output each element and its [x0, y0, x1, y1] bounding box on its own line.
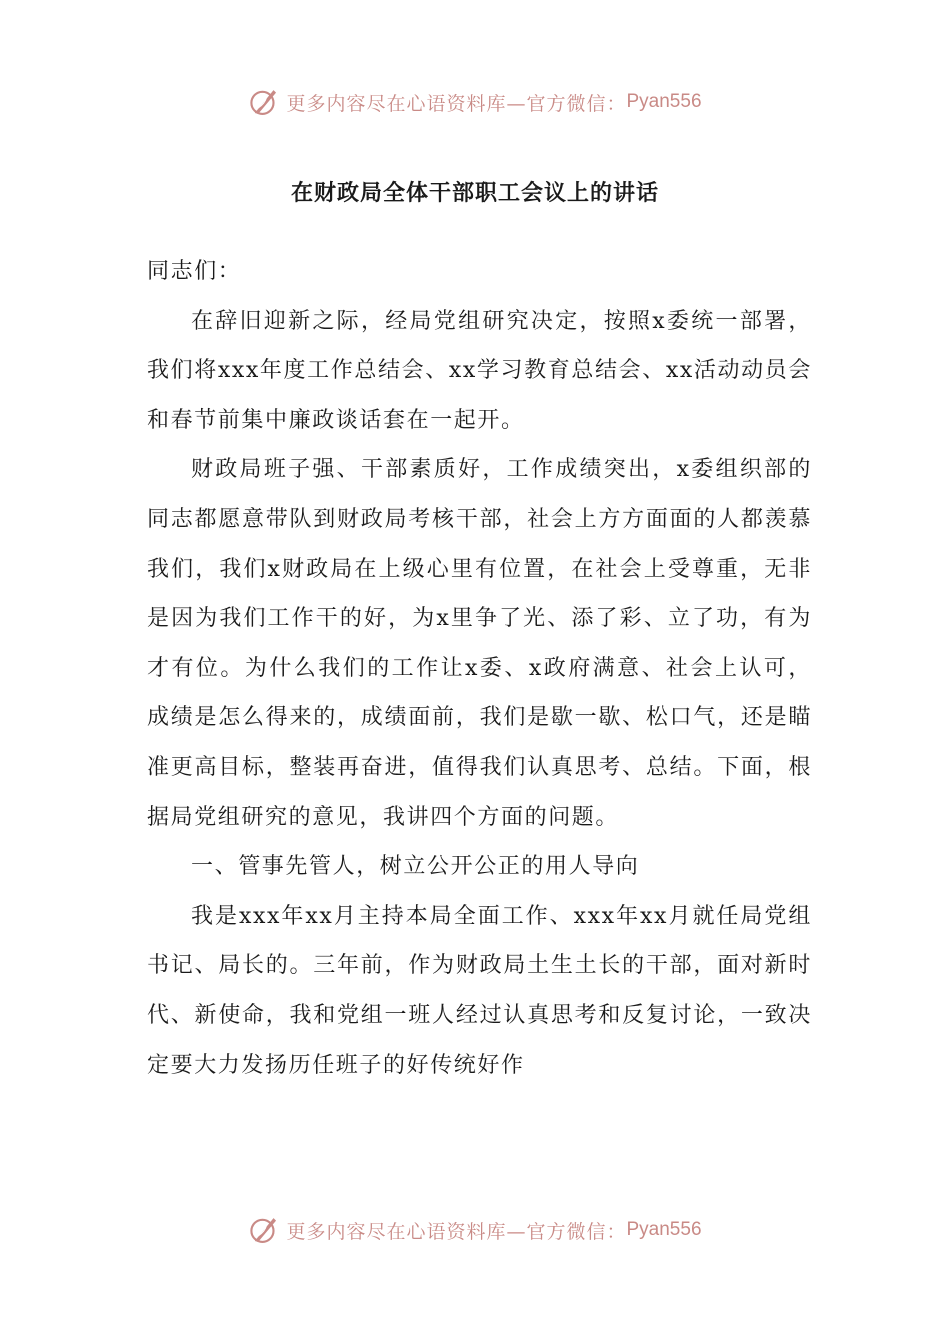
salutation: 同志们： — [147, 259, 242, 284]
footer-wechat-id: Pyan556 — [626, 1219, 702, 1240]
footer-watermark-banner — [0, 1208, 950, 1252]
document-body — [147, 247, 812, 1090]
quill-logo-icon — [248, 85, 282, 119]
header-banner-text: 更多内容尽在心语资料库—官方微信： — [286, 92, 627, 115]
header-wechat-id: Pyan556 — [626, 91, 702, 112]
footer-banner-text: 更多内容尽在心语资料库—官方微信： — [286, 1220, 627, 1243]
header-watermark-banner — [0, 80, 950, 124]
section-heading: 一、管事先管人，树立公开公正的用人导向 — [191, 854, 640, 880]
paragraph: 财政局班子强、干部素质好，工作成绩突出，x委组织部的同志都愿意带队到财政局考核干部，社会上方方面面的人都羡慕我们，我们x财政局在上级心里有位置，在社会上受尊重，无非是因为我们工作干的好，为x里争了光、添了彩、立了功，有为才有位。为什么我们的工作让x委、x政府满意、社会上认可，成绩是怎么得来的，成绩面前，我们是歇一歇、松口气，还是瞄准更高目标，整装再奋进，值得我们认真思考、总结。下面，根据局党组研究的意见，我讲四个方面的问题。 — [147, 457, 812, 830]
paragraph: 我是xxx年xx月主持本局全面工作、xxx年xx月就任局党组书记、局长的。三年前，作为财政局土生土长的干部，面对新时代、新使命，我和党组一班人经过认真思考和反复讨论，一致决定要大力发扬历任班子的好传统好作 — [147, 903, 812, 1078]
paragraph: 在辞旧迎新之际，经局党组研究决定，按照x委统一部署，我们将xxx年度工作总结会、xx学习教育总结会、xx活动动员会和春节前集中廉政谈话套在一起开。 — [147, 308, 812, 433]
document-title: 在财政局全体干部职工会议上的讲话 — [290, 180, 659, 206]
quill-logo-icon — [248, 1213, 282, 1247]
